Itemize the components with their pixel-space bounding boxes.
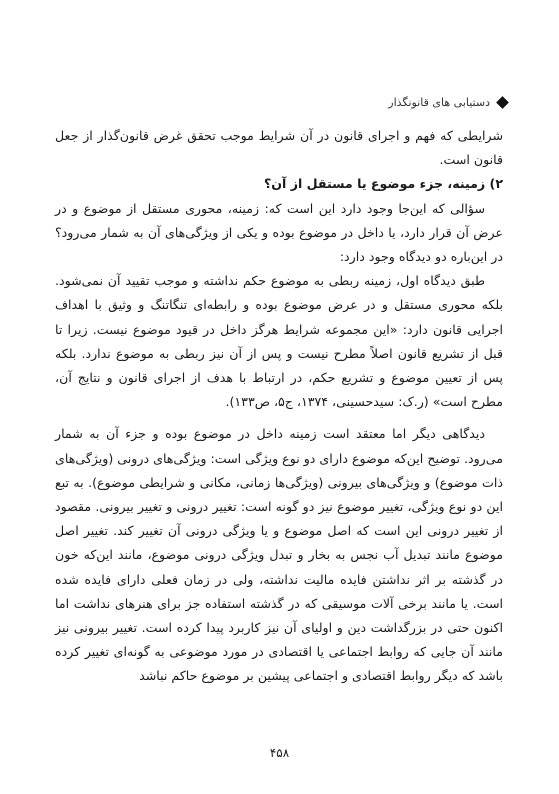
page-number: ۴۵۸ — [269, 746, 290, 760]
paragraph-question: سؤالی که این‌جا وجود دارد این است که: زمینه، محوری مستقل از موضوع و در عرض آن قرار دارد، یا داخل در موضوع بوده و یکی از ویژگی‌های آن به شمار می‌رود؟ در این‌باره دو دیدگاه وجود دارد: — [55, 200, 503, 265]
body-text — [55, 124, 503, 689]
diamond-ornament-icon — [496, 96, 509, 109]
running-header — [388, 96, 507, 109]
running-header-title: دستیابی های قانونگذار — [388, 96, 490, 109]
section-heading: ۲) زمینه، جزء موضوع یا مستقل از آن؟ — [263, 176, 503, 192]
paragraph-spacer — [55, 414, 503, 422]
paragraph-second-view: دیدگاهی دیگر اما معتقد است زمینه داخل در موضوع بوده و جزء آن به شمار می‌رود. توضیح این‌که موضوع دارای دو نوع ویژگی است: ویژگی‌های درونی (ویژگی‌های ذات موضوع) و ویژگی‌های بیرونی (ویژگی‌ها زمانی، مکانی و شرایطی موضوع). به تبع این دو نوع ویژگی، تغییر موضوع نیز دو گونه است: تغییر درونی و تغییر بیرونی. مقصود از تغییر درونی این است که اصل موضوع و یا ویژگی درونی آن تغییر کند. تغییر اصل موضوع مانند تبدیل آب نجس به بخار و تبدل ویژگی درونی موضوع، مانند این‌که خون در گذشته بر اثر نداشتن فایده مالیت نداشته، ولی در زمان فعلی دارای فایده شده است. یا مانند برخی آلات موسیقی که در گذشته استفاده جز برای هنرهای نداشت اما اکنون حتی در بزرگداشت دین و اولیای آن نیز کاربرد پیدا کرده است. تغییر بیرونی نیز مانند آن جایی که روابط اجتماعی یا اقتصادی در مورد موضوعی به گونه‌ای تغییر کرده باشد که دیگر روابط اقتصادی و اجتماعی پیشین بر موضوع حاکم نباشد — [55, 426, 503, 684]
paragraph-continuation: شرایطی که فهم و اجرای قانون در آن شرایط موجب تحقق غرض قانون‌گذار از جعل قانون است. — [55, 128, 503, 168]
paragraph-first-view: طبق دیدگاه اول، زمینه ربطی به موضوع حکم نداشته و موجب تقیید آن نمی‌شود. بلکه محوری مستقل و در عرض موضوع بوده و رابطه‌ای تنگاتنگ و وثیق با اهداف اجرایی قانون دارد: «این مجموعه شرایط هرگز داخل در قیود موضوع نیست. زیرا تا قبل از تشریع قانون اصلاً مطرح نیست و پس از آن نیز ربطی به موضوع ندارد. بلکه پس از تعیین موضوع و تشریع حکم، در ارتباط با هدف از اجرای قانون و نتایج آن، مطرح است» (ر.ک: سیدحسینی، ۱۳۷۴، ج۵، ص۱۳۳). — [55, 273, 503, 410]
